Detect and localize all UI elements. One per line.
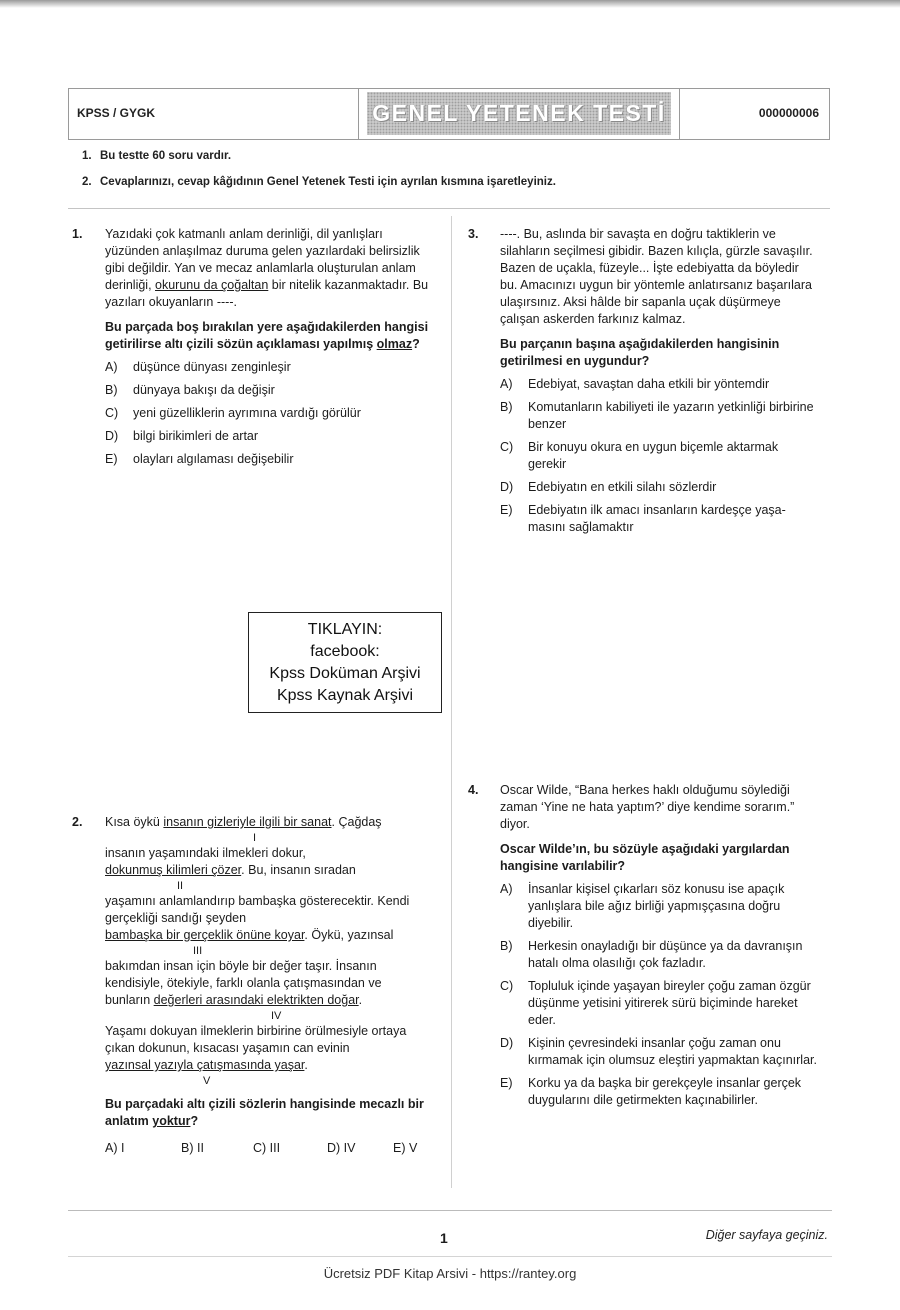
column-divider xyxy=(451,216,452,1188)
option-a[interactable]: A) düşünce dünyası zenginleşir xyxy=(105,360,291,374)
question-body xyxy=(105,226,435,468)
option-d[interactable]: D) Edebiyatın en etkili silahı sözlerdir xyxy=(500,480,717,494)
promo-line-3: Kpss Doküman Arşivi xyxy=(269,665,421,682)
option-b[interactable]: B) dünyaya bakışı da değişir xyxy=(105,383,275,397)
roman-numeral-2: II xyxy=(177,880,184,892)
option-c[interactable]: C) yeni güzelliklerin ayrımına vardığı görülür xyxy=(105,406,361,420)
roman-numeral-1: I xyxy=(253,832,257,844)
bottom-divider xyxy=(68,1256,832,1257)
promo-box[interactable] xyxy=(248,612,442,713)
option-e[interactable]: E) V xyxy=(393,1141,418,1155)
question-prompt: Oscar Wilde’ın, bu sözüyle aşağıdaki yargılardan hangisine varılabilir? xyxy=(500,842,790,873)
option-d[interactable]: D) IV xyxy=(327,1141,356,1155)
question-prompt: Bu parçadaki altı çizili sözlerin hangisinde mecazlı bir anlatım yoktur? xyxy=(105,1097,424,1128)
stem-part-1: Kısa öykü insanın gizleriyle ilgili bir sanat. Çağdaş xyxy=(105,815,382,829)
underlined-phrase-2: dokunmuş kilimleri çözer xyxy=(105,863,242,877)
instruction-divider xyxy=(68,208,830,209)
underlined-phrase: okurunu da çoğaltan xyxy=(155,278,269,292)
option-c[interactable]: C) Bir konuyu okura en uygun biçemle aktarmak gerekir xyxy=(500,440,779,471)
option-c[interactable]: C) Topluluk içinde yaşayan bireyler çoğu zaman özgür düşünme yetisini yitirerek sürü biçiminde hareket eder. xyxy=(500,979,811,1027)
roman-numeral-3: III xyxy=(193,945,203,957)
scan-edge xyxy=(0,0,900,8)
option-e[interactable]: E) olayları algılaması değişebilir xyxy=(105,452,294,466)
exam-category: KPSS / GYGK xyxy=(77,106,156,120)
option-e[interactable]: E) Edebiyatın ilk amacı insanların kardeşçe yaşa-masını sağlamaktır xyxy=(500,503,786,534)
question-number: 1. xyxy=(72,227,83,241)
answer-options-row xyxy=(105,1140,430,1157)
stem-part-5: Yaşamı dokuyan ilmeklerin birbirine örülmesiyle ortaya çıkan dokunun, kısacası yaşamın can evinin yazınsal yazıyla çatışmasında yaşar. xyxy=(105,1024,407,1072)
next-page-note: Diğer sayfaya geçiniz. xyxy=(705,1228,828,1242)
options-list xyxy=(105,359,435,468)
options-list xyxy=(500,881,822,1109)
exam-header xyxy=(68,88,830,140)
test-title: GENEL YETENEK TESTİ xyxy=(372,100,666,126)
roman-numeral-5: V xyxy=(203,1075,211,1087)
option-c[interactable]: C) III xyxy=(253,1141,281,1155)
question-stem: Oscar Wilde, “Bana herkes haklı olduğumu söylediği zaman ‘Yine ne hata yaptım?’ diye kendime sorarım.” diyor. xyxy=(500,783,795,831)
instruction-1: 1. Bu testte 60 soru vardır. xyxy=(82,150,232,162)
stem-part-4: bakımdan insan için böyle bir değer taşır. İnsanın kendisiyle, ötekiyle, farklı olanla çatışmasından ve bunların değerleri arasındaki elektrikten doğar. xyxy=(105,959,382,1007)
roman-numeral-4: IV xyxy=(271,1010,282,1022)
option-d[interactable]: D) bilgi birikimleri de artar xyxy=(105,429,259,443)
question-body xyxy=(500,226,818,536)
title-banner xyxy=(367,92,671,135)
option-b[interactable]: B) II xyxy=(181,1141,204,1155)
option-a[interactable]: A) İnsanlar kişisel çıkarları söz konusu ise apaçık yanlışlara bile ağız birliği yapmışçasına doğru diyebilir. xyxy=(500,882,785,930)
page-number: 1 xyxy=(440,1230,448,1246)
stem-part-2: insanın yaşamındaki ilmekleri dokur, dokunmuş kilimleri çözer. Bu, insanın sıradan xyxy=(105,846,356,877)
option-b[interactable]: B) Herkesin onayladığı bir düşünce ya da davranışın hatalı olma olasılığı çok fazladır. xyxy=(500,939,803,970)
options-list xyxy=(500,376,818,536)
question-number: 4. xyxy=(468,783,479,797)
underlined-phrase-5: yazınsal yazıyla çatışmasında yaşar xyxy=(105,1058,305,1072)
title-panel xyxy=(358,89,680,139)
question-stem: ----. Bu, aslında bir savaşta en doğru taktiklerin ve silahların seçilmesi gibidir. Bazen kılıçla, gürzle savaşılır. Bazen de uçakla, füzeyle... İşte edebiyatta da böyledir bu. Amacınızı uygun bir yöntemle anlatırsanız başarılara ulaşırsınız. Aksi hâlde bir sapanla uçak düşürmeye çalışan askerden farkınız kalmaz. xyxy=(500,227,813,326)
option-d[interactable]: D) Kişinin çevresindeki insanlar çoğu zaman onu kırmamak için olumsuz eleştiri yapmaktan kaçınırlar. xyxy=(500,1036,817,1067)
underlined-phrase-1: insanın gizleriyle ilgili bir sanat xyxy=(163,815,332,829)
promo-line-4: Kpss Kaynak Arşivi xyxy=(276,687,414,704)
option-b[interactable]: B) Komutanların kabiliyeti ile yazarın yetkinliği birbirine benzer xyxy=(500,400,814,431)
underlined-phrase-3: bambaşka bir gerçeklik önüne koyar xyxy=(105,928,305,942)
footer-divider xyxy=(68,1210,832,1211)
instruction-2: 2. Cevaplarınızı, cevap kâğıdının Genel Yetenek Testi için ayrılan kısmına işaretleyiniz. xyxy=(82,176,556,188)
booklet-code: 000000006 xyxy=(758,106,819,120)
underlined-phrase-4: değerleri arasındaki elektrikten doğar xyxy=(153,993,359,1007)
question-prompt: Bu parçanın başına aşağıdakilerden hangisinin getirilmesi en uygundur? xyxy=(500,337,780,368)
credit-line[interactable]: Ücretsiz PDF Kitap Arsivi - https://rantey.org xyxy=(323,1266,577,1281)
question-number: 3. xyxy=(468,227,479,241)
option-e[interactable]: E) Korku ya da başka bir gerekçeyle insanlar gerçek duygularını dile getirmekten kaçınabilirler. xyxy=(500,1076,802,1107)
question-body xyxy=(500,782,822,1109)
option-a[interactable]: A) Edebiyat, savaştan daha etkili bir yöntemdir xyxy=(500,377,770,391)
stem-part-3: yaşamını anlamlandırıp bambaşka gösterecektir. Kendi gerçekliği sandığı şeyden bambaşka bir gerçeklik önüne koyar. Öykü, yazınsal xyxy=(105,894,410,942)
question-number: 2. xyxy=(72,815,83,829)
promo-line-2: facebook: xyxy=(310,643,380,660)
promo-line-1: TIKLAYIN: xyxy=(307,621,383,638)
question-body xyxy=(105,814,430,1157)
question-prompt: Bu parçada boş bırakılan yere aşağıdakilerden hangisi getirilirse altı çizili sözün açıklaması yapılmış olmaz? xyxy=(105,320,429,351)
option-a[interactable]: A) I xyxy=(105,1141,125,1155)
question-stem: Yazıdaki çok katmanlı anlam derinliği, dil yanlışları yüzünden anlaşılmaz duruma gelen yazılardaki belirsizlik gibi değildir. Yan ve mecaz anlamlarla oluşturulan anlam derinliği, okurunu da çoğaltan bir nitelik kazanmaktadır. Bu yazıları okuyanların ----. xyxy=(105,227,429,309)
